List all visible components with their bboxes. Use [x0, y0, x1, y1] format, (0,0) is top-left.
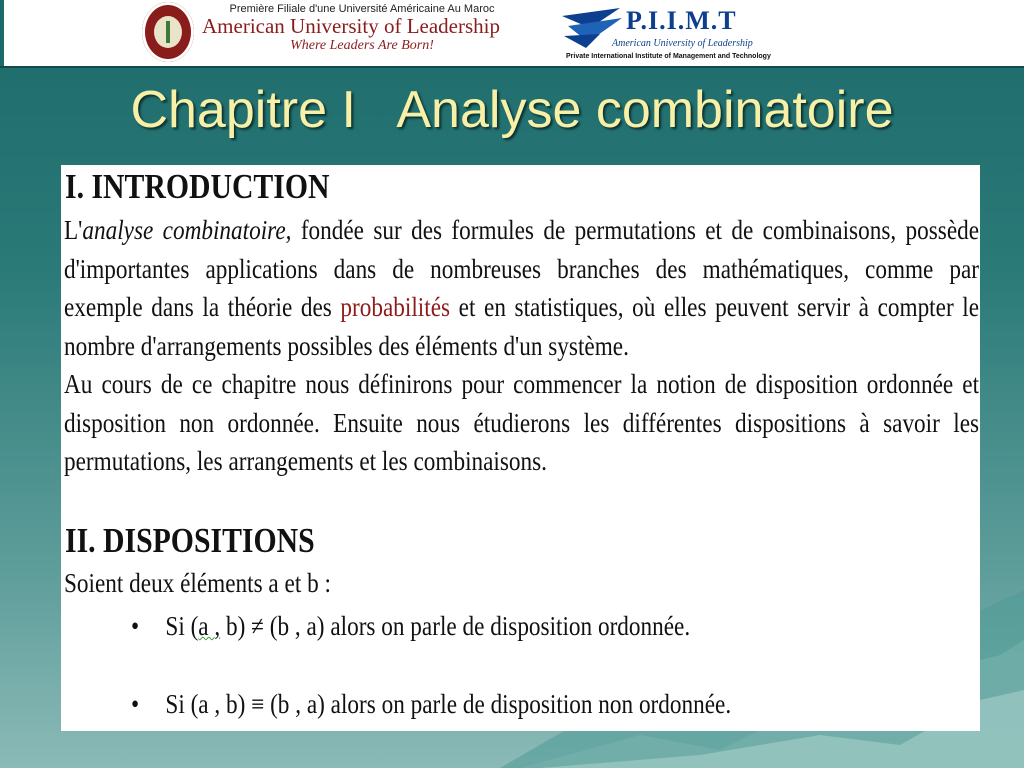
- bullet-dot: •: [131, 611, 140, 641]
- aul-university-name: American University of Leadership: [202, 14, 500, 38]
- intro-line-3: exemple dans la théorie des probabilités et en statistiques, où elles peuvent servir à compter le: [64, 292, 980, 322]
- bullet-unordered: • Si (a , b) ≡ (b , a) alors on parle de disposition non ordonnée.: [131, 689, 732, 719]
- piimt-subtitle: American University of Leadership: [612, 38, 753, 49]
- section-heading-dispositions: II. DISPOSITIONS: [65, 521, 315, 560]
- aul-seal-logo: [142, 2, 194, 62]
- intro-line-4: nombre d'arrangements possibles des éléments d'un système.: [64, 330, 629, 361]
- introduction-paragraph: [64, 211, 979, 481]
- aul-tagline: Where Leaders Are Born!: [290, 38, 434, 53]
- bullet-ordered: • Si (a , b) ≠ (b , a) alors on parle de disposition ordonnée.: [131, 611, 691, 641]
- spellcheck-underline: a ,: [198, 611, 221, 641]
- intro-line-6: disposition non ordonnée. Ensuite nous étudierons les différentes dispositions à savoir les: [64, 407, 980, 438]
- intro-line-1: L'analyse combinatoire, fondée sur des formules de permutations et de combinaisons, possède: [64, 215, 980, 245]
- bullet-dot: •: [131, 689, 140, 719]
- aul-subsidiary-line: Première Filiale d'une Université Américaine Au Maroc: [229, 3, 495, 15]
- document-image: [61, 165, 980, 731]
- soient-line: Soient deux éléments a et b :: [64, 568, 331, 598]
- probabilites-link: probabilités: [340, 292, 451, 322]
- piimt-full-name: Private International Institute of Management and Technology: [566, 53, 771, 60]
- header-bar: [0, 0, 1024, 68]
- intro-line-7: permutations, les arrangements et les combinaisons.: [64, 446, 547, 476]
- section-heading-introduction: I. INTRODUCTION: [65, 167, 330, 206]
- intro-line-2: d'importantes applications dans de nombreuses branches des mathématiques, comme par: [64, 253, 980, 284]
- aul-logo-text: [202, 3, 532, 54]
- header-left-accent: [0, 0, 4, 66]
- slide-title: Chapitre I Analyse combinatoire: [130, 81, 894, 139]
- intro-line-5: Au cours de ce chapitre nous définirons pour commencer la notion de disposition ordonnée et: [64, 369, 980, 399]
- piimt-title: P.I.I.M.T: [626, 6, 737, 35]
